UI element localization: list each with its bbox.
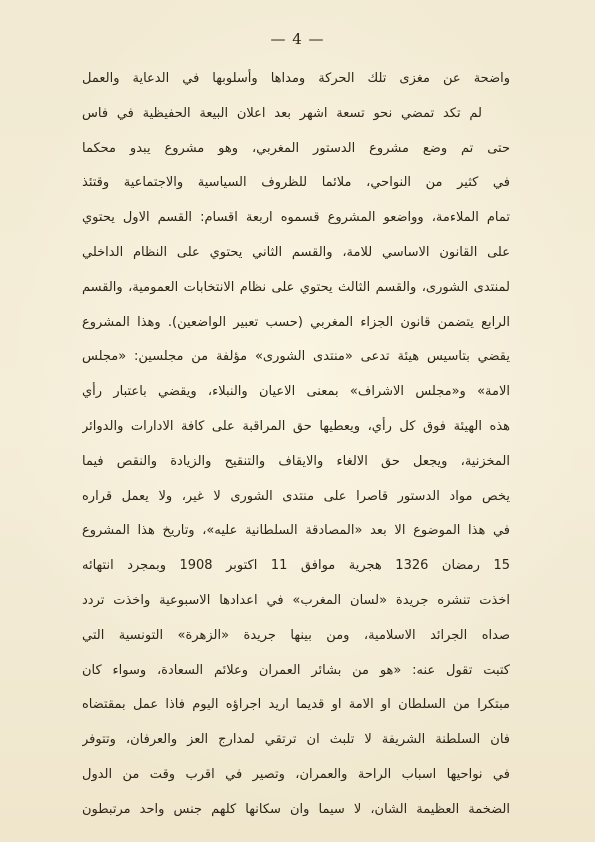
- text-line: في كثير من النواحي، ملائما للظروف السياسية والاجتماعية وقتئذ: [82, 175, 510, 191]
- text-line: المخزنية، ويجعل حق الالغاء والايقاف والتنقيح والزيادة والنقص فيما: [82, 453, 510, 469]
- text-line: واضحة عن مغزى تلك الحركة ومداها وأسلوبها في الدعاية والعمل: [82, 71, 510, 86]
- text-line: الرابع يتضمن قانون الجزاء المغربي (حسب تعبير الواضعين). وهذا المشروع: [82, 314, 510, 330]
- text-line: هذه الهيئة فوق كل رأي، ويعطيها حق المراقبة على كافة الادارات والدوائر: [82, 418, 510, 434]
- text-line: الامة» و«مجلس الاشراف» بمعنى الاعيان والنبلاء، ويقضي باعتبار رأي: [82, 384, 510, 400]
- text-line: في نواحيها اسباب الراحة والعمران، وتصير في اقرب وقت من الدول: [82, 766, 510, 782]
- text-line: مبتكرا من السلطان او الامة او قديما اريد اجراؤه اليوم فاذا عمل بمقتضاه: [82, 697, 510, 713]
- text-line: يقضي بتاسيس هيئة تدعى «منتدى الشورى» مؤلفة من مجلسين: «مجلس: [82, 349, 510, 365]
- text-line: على القانون الاساسي للامة، والقسم الثاني يحتوي على النظام الداخلي: [82, 244, 510, 260]
- text-line: كتبت تقول عنه: «هو من بشائر العمران وعلائم السعادة، وسواء كان: [82, 662, 510, 678]
- page-number: — 4 —: [270, 30, 325, 48]
- text-line: الضخمة العظيمة الشان، لا سيما وان سكانها كلهم جنس واحد مرتبطون: [82, 801, 510, 817]
- text-line: اخذت تنشره جريدة «لسان المغرب» في اعدادها الاسبوعية واخذت تردد: [82, 592, 510, 608]
- page-body-text: [82, 62, 510, 828]
- text-line: في هذا الموضوع الا بعد «المصادقة السلطانية عليه»، وتاريخ هذا المشروع: [82, 523, 510, 539]
- text-line: لمنتدى الشورى، والقسم الثالث يحتوي على نظام الانتخابات العمومية، والقسم: [82, 279, 510, 295]
- text-line: صداه الجرائد الاسلامية، ومن بينها جريدة «الزهرة» التونسية التي: [82, 627, 510, 643]
- text-line: حتى تم وضع مشروع الدستور المغربي، وهو مشروع يبدو محكما: [82, 140, 510, 156]
- text-line: لم تكد تمضي نحو تسعة اشهر بعد اعلان البيعة الحفيظية في فاس: [82, 105, 482, 121]
- text-line: 15 رمضان 1326 هجرية موافق 11 اكتوبر 1908 وبمجرد انتهائه: [82, 558, 510, 574]
- text-line: تمام الملاءمة، وواضعو المشروع قسموه اربعة اقسام: القسم الاول يحتوي: [82, 210, 510, 226]
- text-line: فان السلطنة الشريفة لا تلبث ان ترتقي لمدارج العز والعرفان، وتتوفر: [82, 732, 510, 748]
- text-line: يخص مواد الدستور قاصرا على منتدى الشورى لا غير، ولا يعمل قراره: [82, 488, 510, 504]
